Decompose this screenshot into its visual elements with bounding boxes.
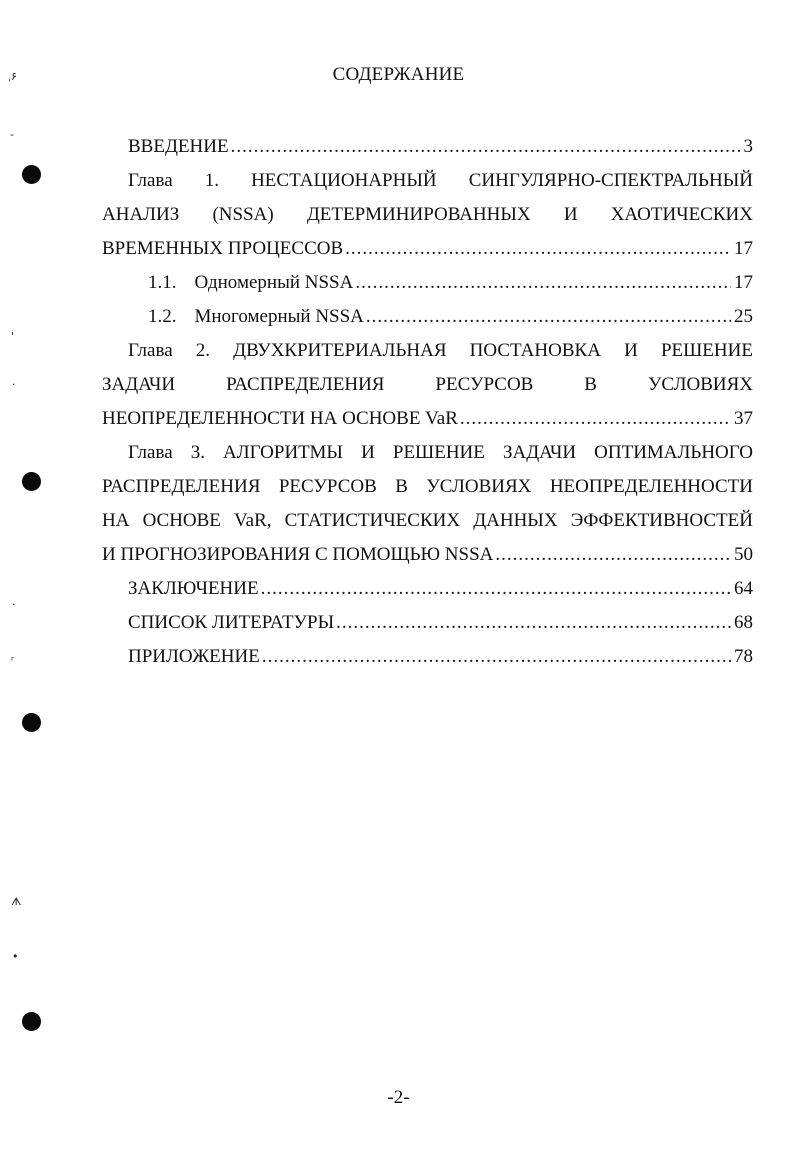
toc-entry-section-1-2[interactable] (148, 304, 753, 330)
toc-word: ОПТИМАЛЬНОГО (594, 442, 753, 463)
toc-entry-chapter-3-line-1[interactable] (128, 440, 753, 466)
toc-word: 1. (204, 170, 219, 191)
scan-mark: ᗑ (11, 895, 22, 908)
toc-entry-label: ВРЕМЕННЫХ ПРОЦЕССОВ (102, 238, 344, 259)
toc-entry-chapter-1-line-3[interactable] (102, 236, 753, 262)
toc-entry-conclusion[interactable] (128, 576, 753, 602)
toc-word: РЕСУРСОВ (435, 374, 534, 395)
toc-entry-label: СПИСОК ЛИТЕРАТУРЫ (128, 612, 335, 633)
toc-word: ДАННЫХ (473, 510, 558, 531)
toc-word: ЗАДАЧИ (502, 442, 577, 463)
toc-entry-label: ВВЕДЕНИЕ (128, 136, 229, 157)
toc-entry-label: И ПРОГНОЗИРОВАНИЯ С ПОМОЩЬЮ NSSA (102, 544, 494, 565)
toc-entry-chapter-1-line-1[interactable] (128, 168, 753, 194)
page-number: -2- (387, 1087, 410, 1108)
toc-page-number: 17 (734, 238, 753, 259)
scan-mark: ˌ۶ (8, 70, 17, 83)
toc-page-number: 3 (743, 136, 753, 157)
toc-word: В (584, 374, 597, 395)
toc-word: И (361, 442, 375, 463)
toc-leader-dots (366, 304, 731, 330)
toc-entry-chapter-2-line-3[interactable] (102, 406, 753, 432)
toc-section-number: 1.2. (148, 306, 177, 327)
punch-hole (22, 472, 41, 491)
toc-leader-dots (345, 236, 731, 262)
toc-entry-label: ПРИЛОЖЕНИЕ (128, 646, 260, 667)
punch-hole (22, 713, 41, 732)
toc-word: Глава (128, 170, 173, 191)
toc-page-number: 25 (734, 306, 753, 327)
toc-word: ХАОТИЧЕСКИХ (610, 204, 753, 225)
toc-leader-dots (336, 610, 731, 636)
toc-entry-label: Многомерный NSSA (194, 306, 364, 327)
toc-word: Глава (128, 340, 173, 361)
toc-word: ЗАДАЧИ (102, 374, 176, 395)
punch-hole (22, 1012, 41, 1031)
toc-entry-intro[interactable] (128, 134, 753, 160)
toc-page-number: 78 (734, 646, 753, 667)
toc-page-number: 68 (734, 612, 753, 633)
page-title: СОДЕРЖАНИЕ (332, 64, 465, 85)
toc-word: ДВУХКРИТЕРИАЛЬНАЯ (233, 340, 447, 361)
toc-word: VaR, (234, 510, 272, 531)
toc-word: 2. (195, 340, 211, 361)
scan-mark: - (10, 128, 14, 141)
toc-word: ЭФФЕКТИВНОСТЕЙ (570, 510, 753, 531)
punch-hole (22, 165, 41, 184)
toc-word: В (395, 476, 408, 497)
toc-word: СИНГУЛЯРНО-СПЕКТРАЛЬНЫЙ (468, 170, 753, 191)
toc-word: УСЛОВИЯХ (426, 476, 532, 497)
toc-leader-dots (355, 270, 731, 296)
toc-word: ОСНОВЕ (142, 510, 221, 531)
toc-word: ПОСТАНОВКА (469, 340, 601, 361)
toc-word: РЕСУРСОВ (278, 476, 377, 497)
toc-entry-chapter-2-line-1[interactable] (128, 338, 753, 364)
toc-page-number: 17 (734, 272, 753, 293)
scan-mark: ' (11, 330, 15, 343)
toc-page-number: 64 (734, 578, 753, 599)
toc-leader-dots (261, 576, 731, 602)
toc-word: НЕОПРЕДЕЛЕННОСТИ (549, 476, 753, 497)
toc-leader-dots (262, 644, 731, 670)
toc-leader-dots (231, 134, 741, 160)
toc-word: 3. (190, 442, 205, 463)
toc-word: И (563, 204, 578, 225)
toc-word: (NSSA) (212, 204, 274, 225)
toc-page-number: 50 (734, 544, 753, 565)
scan-mark: ʳ (11, 654, 14, 667)
toc-entry-appendix[interactable] (128, 644, 753, 670)
toc-word: УСЛОВИЯХ (647, 374, 753, 395)
toc-word: Глава (128, 442, 173, 463)
scan-mark: • (12, 950, 19, 963)
toc-leader-dots (495, 542, 731, 568)
toc-section-number: 1.1. (148, 272, 177, 293)
toc-word: РАСПРЕДЕЛЕНИЯ (226, 374, 385, 395)
toc-entry-label: ЗАКЛЮЧЕНИЕ (128, 578, 259, 599)
toc-entry-chapter-3-line-2[interactable] (102, 474, 753, 500)
toc-entry-label: НЕОПРЕДЕЛЕННОСТИ НА ОСНОВЕ VaR (102, 408, 458, 429)
toc-entry-chapter-1-line-2[interactable] (102, 202, 753, 228)
toc-word: РЕШЕНИЕ (392, 442, 485, 463)
toc-entry-references[interactable] (128, 610, 753, 636)
toc-word: СТАТИСТИЧЕСКИХ (284, 510, 461, 531)
scan-mark: · (12, 598, 16, 611)
toc-entry-label: Одномерный NSSA (194, 272, 354, 293)
toc-word: НА (102, 510, 130, 531)
toc-leader-dots (460, 406, 731, 432)
scan-mark: · (12, 378, 16, 391)
toc-entry-section-1-1[interactable] (148, 270, 753, 296)
toc-word: АНАЛИЗ (102, 204, 180, 225)
toc-word: АЛГОРИТМЫ (223, 442, 343, 463)
toc-word: ДЕТЕРМИНИРОВАННЫХ (306, 204, 531, 225)
toc-page-number: 37 (734, 408, 753, 429)
toc-entry-chapter-2-line-2[interactable] (102, 372, 753, 398)
toc-entry-chapter-3-line-4[interactable] (102, 542, 753, 568)
toc-word: РАСПРЕДЕЛЕНИЯ (102, 476, 261, 497)
toc-word: РЕШЕНИЕ (660, 340, 753, 361)
toc-word: И (624, 340, 638, 361)
toc-word: НЕСТАЦИОНАРНЫЙ (251, 170, 437, 191)
toc-entry-chapter-3-line-3[interactable] (102, 508, 753, 534)
